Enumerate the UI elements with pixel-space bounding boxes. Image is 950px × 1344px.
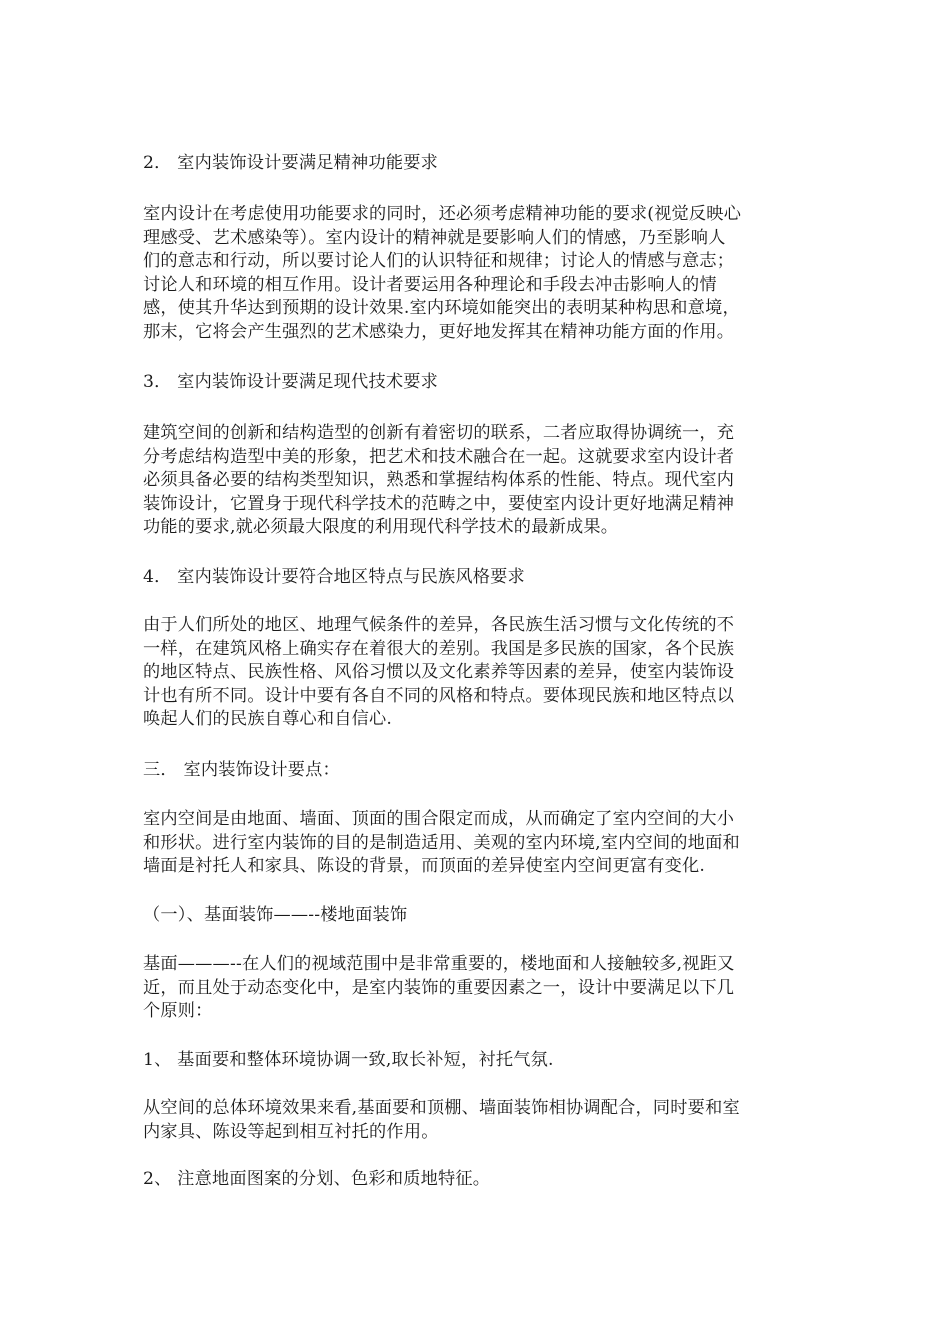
text-line: 功能的要求,就必须最大限度的利用现代科学技术的最新成果。 [143, 517, 619, 537]
text-line: 唤起人们的民族自尊心和自信心. [143, 709, 393, 729]
text-line: 基面———--在人们的视域范围中是非常重要的，楼地面和人接触较多,视距又 [143, 954, 735, 974]
text-line: 内家具、陈设等起到相互衬托的作用。 [143, 1121, 439, 1142]
section-heading-key-points [143, 759, 805, 783]
paragraph-spiritual-function [143, 203, 805, 344]
text-line: 计也有所不同。设计中要有各自不同的风格和特点。要体现民族和地区特点以 [143, 685, 735, 706]
text-line: 必须具备必要的结构类型知识，熟悉和掌握结构体系的性能、特点。现代室内 [143, 470, 735, 490]
paragraph-interior-space [143, 808, 805, 879]
text-line: 建筑空间的创新和结构造型的创新有着密切的联系，二者应取得协调统一，充 [143, 423, 735, 443]
text-line: 那末，它将会产生强烈的艺术感染力，更好地发挥其在精神功能方面的作用。 [143, 321, 735, 342]
text-line: 从空间的总体环境效果来看,基面要和顶棚、墙面装饰相协调配合，同时要和室 [143, 1098, 740, 1118]
text-line: 2、 注意地面图案的分划、色彩和质地特征。 [143, 1169, 491, 1189]
text-line: 们的意志和行动，所以要讨论人们的认识特征和规律；讨论人的情感与意志； [143, 251, 735, 271]
text-line: 的地区特点、民族性格、风俗习惯以及文化素养等因素的差异，使室内装饰设 [143, 662, 735, 682]
section-heading-floor-decoration [143, 904, 805, 928]
section-heading-3 [143, 371, 805, 395]
list-item-1-heading [143, 1049, 805, 1073]
text-line: 三． 室内装饰设计要点： [143, 760, 340, 780]
paragraph-modern-technology [143, 422, 805, 540]
text-line: 4． 室内装饰设计要符合地区特点与民族风格要求 [143, 567, 525, 587]
text-line: 1、 基面要和整体环境协调一致,取长补短，衬托气氛. [143, 1050, 554, 1070]
text-line: 讨论人和环境的相互作用。设计者要运用各种理论和手段去冲击影响人的情 [143, 274, 717, 295]
text-line: 室内设计在考虑使用功能要求的同时，还必须考虑精神功能的要求(视觉反映心 [143, 204, 742, 224]
text-line: 墙面是衬托人和家具、陈设的背景，而顶面的差异使室内空间更富有变化. [143, 856, 706, 876]
text-line: 3． 室内装饰设计要满足现代技术要求 [143, 372, 439, 392]
text-line: 个原则： [143, 1001, 213, 1021]
section-heading-4 [143, 566, 805, 590]
text-line: 和形状。进行室内装饰的目的是制造适用、美观的室内环境,室内空间的地面和 [143, 832, 740, 853]
text-line: 室内空间是由地面、墙面、顶面的围合限定而成，从而确定了室内空间的大小 [143, 809, 735, 829]
text-line: 装饰设计，它置身于现代科学技术的范畴之中，要使室内设计更好地满足精神 [143, 493, 735, 514]
paragraph-regional-style [143, 614, 805, 732]
text-line: 一样，在建筑风格上确实存在着很大的差别。我国是多民族的国家，各个民族 [143, 638, 735, 659]
section-heading-2 [143, 152, 805, 176]
paragraph-base-surface [143, 953, 805, 1024]
text-line: （一）、基面装饰——--楼地面装饰 [143, 905, 408, 925]
text-line: 理感受、艺术感染等）。室内设计的精神就是要影响人们的情感，乃至影响人 [143, 227, 726, 248]
text-line: 分考虑结构造型中美的形象，把艺术和技术融合在一起。这就要求室内设计者 [143, 446, 735, 467]
list-item-2-heading [143, 1168, 805, 1192]
paragraph-overall-environment [143, 1097, 805, 1144]
text-line: 由于人们所处的地区、地理气候条件的差异，各民族生活习惯与文化传统的不 [143, 615, 735, 635]
text-line: 2． 室内装饰设计要满足精神功能要求 [143, 153, 439, 173]
text-line: 近，而且处于动态变化中，是室内装饰的重要因素之一，设计中要满足以下几 [143, 977, 735, 998]
text-line: 感，使其升华达到预期的设计效果.室内环境如能突出的表明某种构思和意境， [143, 298, 740, 318]
